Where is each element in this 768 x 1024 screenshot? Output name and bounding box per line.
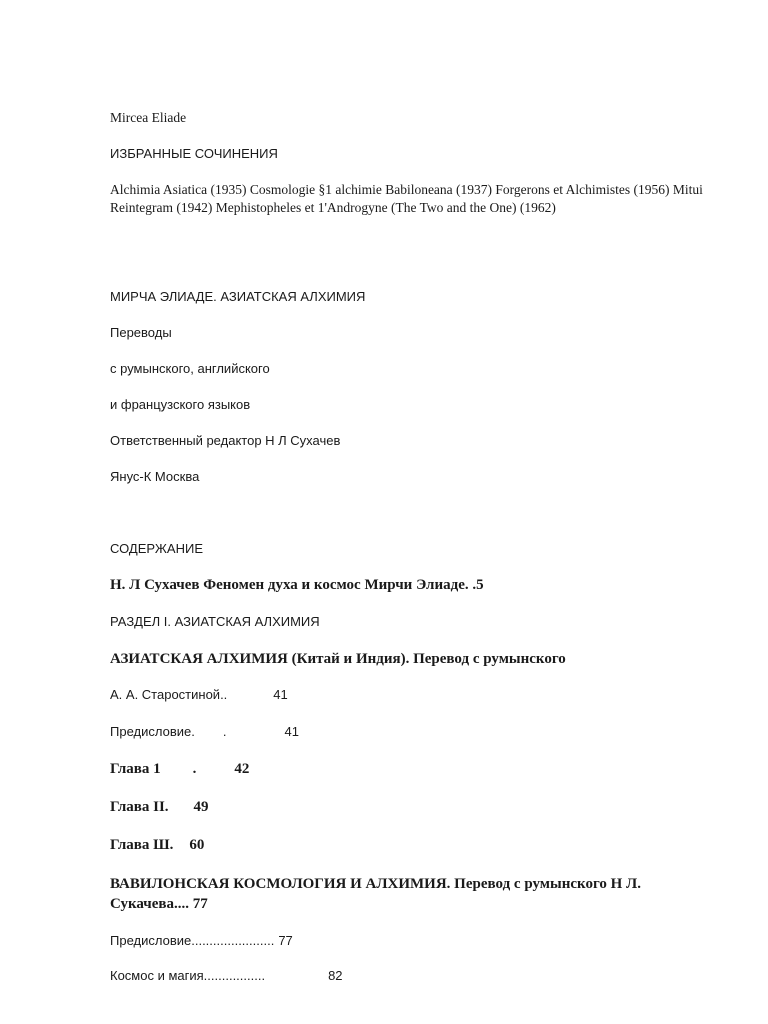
toc-entry-dots: . [192, 761, 197, 777]
toc-entry-dots: ....................... [191, 933, 275, 948]
section-1-heading: РАЗДЕЛ I. АЗИАТСКАЯ АЛХИМИЯ [110, 614, 320, 629]
translations-line-1: Переводы [110, 325, 172, 340]
asian-alchemy-entry: АЗИАТСКАЯ АЛХИМИЯ (Китай и Индия). Перевод с румынского [110, 651, 566, 667]
contents-intro-entry: Н. Л Сухачев Феномен духа и космос Мирчи Элиаде. .5 [110, 577, 484, 593]
author-name: Mircea Eliade [110, 110, 187, 125]
toc-entry-dots: .. [220, 687, 228, 702]
toc-entry-page: 42 [234, 761, 250, 777]
toc-entry-chapter-1 [110, 760, 249, 778]
book-title: МИРЧА ЭЛИАДЕ. АЗИАТСКАЯ АЛХИМИЯ [110, 289, 366, 304]
contents-heading: СОДЕРЖАНИЕ [110, 541, 204, 556]
toc-entry-cosmos [110, 967, 343, 985]
toc-entry-chapter-2 [110, 798, 209, 816]
toc-entry-page: 82 [328, 968, 343, 983]
collection-title: ИЗБРАННЫЕ СОЧИНЕНИЯ [110, 146, 278, 161]
toc-entry-translator [110, 686, 288, 704]
babylon-entry: ВАВИЛОНСКАЯ КОСМОЛОГИЯ И АЛХИМИЯ. Перевод с румынского Н Л. Сукачева.... 77 [110, 876, 641, 912]
toc-entry-dots: ................. [203, 968, 266, 983]
toc-entry-preface-2 [110, 932, 293, 950]
toc-entry-page: 60 [189, 837, 205, 853]
toc-entry-preface-1 [110, 723, 299, 741]
translations-line-2: с румынского, английского [110, 361, 270, 376]
toc-entry-dots: . [222, 724, 227, 739]
works-list: Alchimia Asiatica (1935) Cosmologie §1 alchimie Babiloneana (1937) Forgerons et Alchimistes (1956) Mitui Reintegram (1942) Mephistopheles et 1'Androgyne (The Two and the One) (1962) [110, 182, 703, 215]
toc-entry-text: Глава 1 [110, 761, 161, 777]
toc-entry-text: Предисловие. [110, 724, 195, 739]
editor-line: Ответственный редактор Н Л Сухачев [110, 433, 341, 448]
toc-entry-page: 49 [193, 799, 209, 815]
toc-entry-text: Глава Ш. [110, 837, 174, 853]
toc-entry-page: 77 [278, 933, 293, 948]
toc-entry-page: 41 [273, 687, 288, 702]
publisher-line: Янус-К Москва [110, 469, 200, 484]
translations-line-3: и французского языков [110, 397, 251, 412]
toc-entry-text: Предисловие [110, 933, 192, 948]
toc-entry-page: 41 [284, 724, 299, 739]
toc-entry-chapter-3 [110, 836, 204, 854]
toc-entry-text: А. А. Старостиной [110, 687, 221, 702]
toc-entry-text: Глава II. [110, 799, 169, 815]
toc-entry-text: Космос и магия [110, 968, 204, 983]
